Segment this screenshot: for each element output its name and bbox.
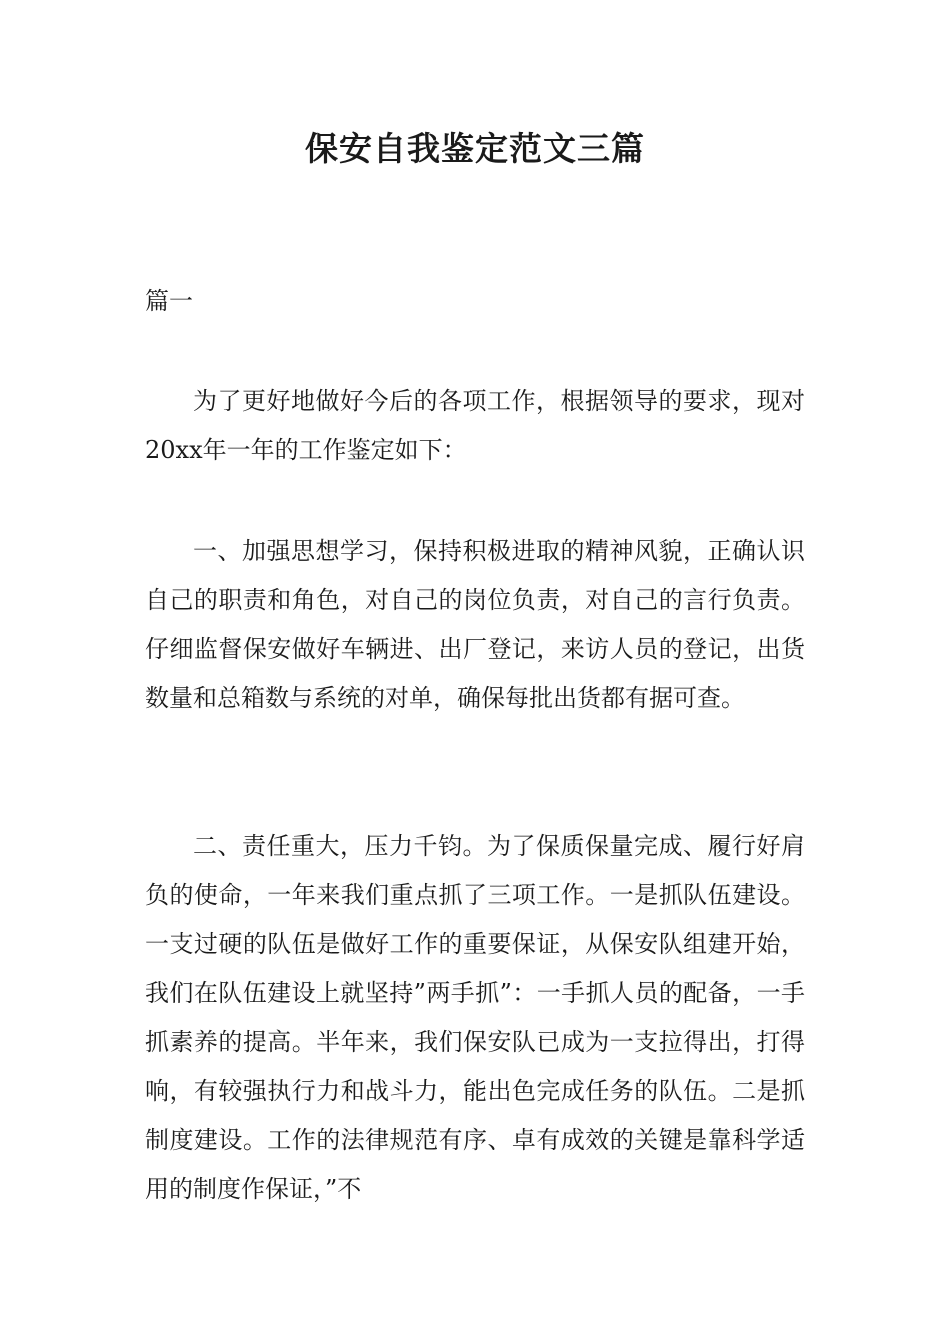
paragraph-intro: 为了更好地做好今后的各项工作，根据领导的要求，现对20xx年一年的工作鉴定如下：: [145, 387, 805, 464]
paragraph-one: 一、加强思想学习，保持积极进取的精神风貌，正确认识自己的职责和角色，对自己的岗位负责，对自己的言行负责。仔细监督保安做好车辆进、出厂登记，来访人员的登记，出货数量和总箱数与系统的对单，确保每批出货都有据可查。: [145, 537, 805, 712]
paragraph-two: 二、责任重大，压力千钧。为了保质保量完成、履行好肩负的使命，一年来我们重点抓了三项工作。一是抓队伍建设。一支过硬的队伍是做好工作的重要保证，从保安队组建开始，我们在队伍建设上就坚持”两手抓”：一手抓人员的配备，一手抓素养的提高。半年来，我们保安队已成为一支拉得出，打得响，有较强执行力和战斗力，能出色完成任务的队伍。二是抓制度建设。工作的法律规范有序、卓有成效的关键是靠科学适用的制度作保证，”不: [145, 832, 805, 1203]
document-title: 保安自我鉴定范文三篇: [305, 129, 645, 168]
section-label: 篇一: [145, 287, 193, 315]
